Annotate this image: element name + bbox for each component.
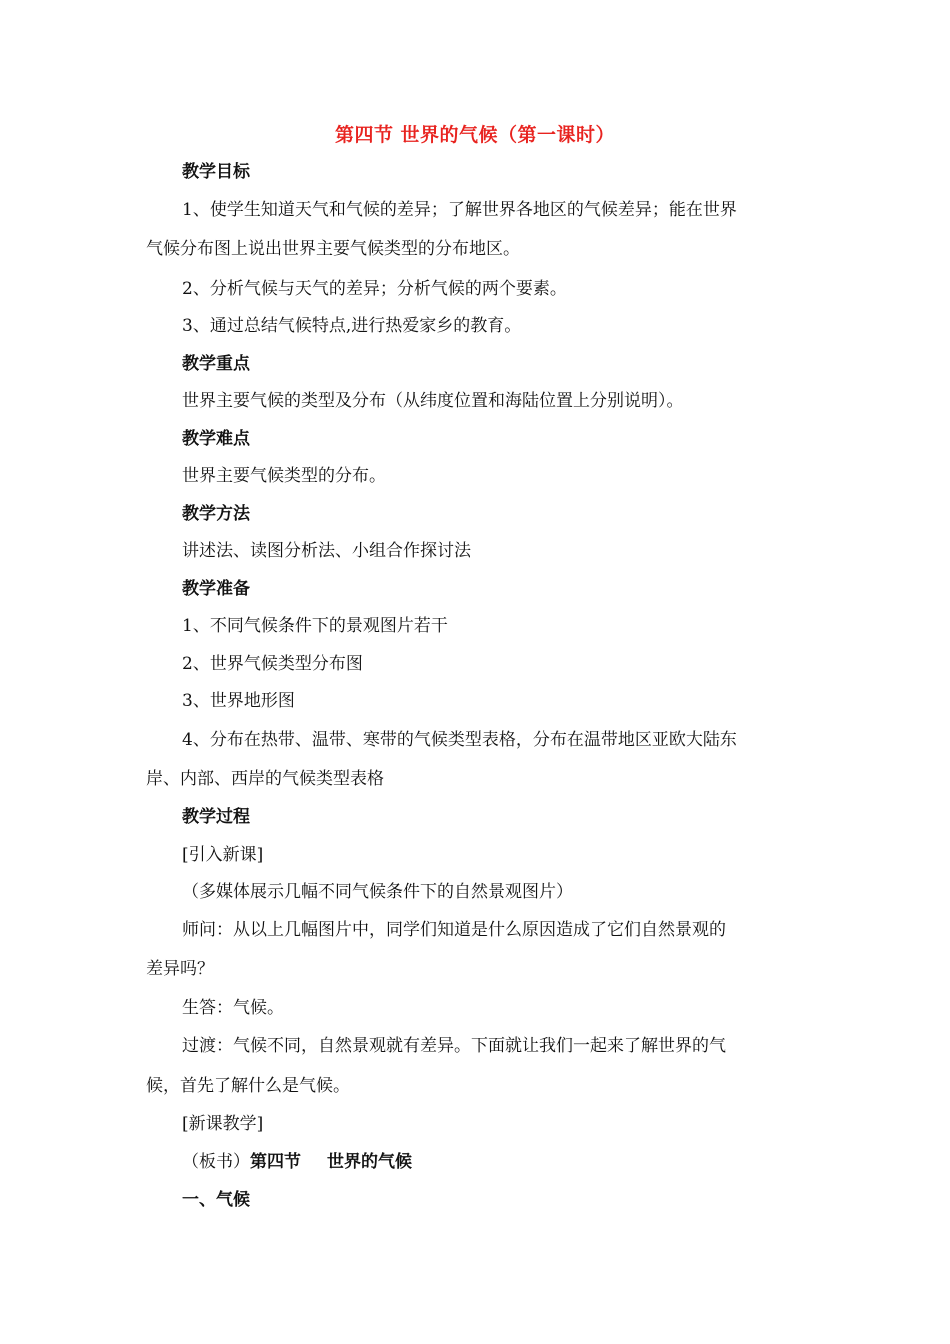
section-one-heading: 一、气候	[182, 1190, 250, 1210]
teacher-question-line-2: 差异吗？	[146, 959, 214, 979]
preparation-item-4-line-1: 4、分布在热带、温带、寒带的气候类型表格，分布在温带地区亚欧大陆东	[182, 730, 737, 750]
transition-line-2: 候，首先了解什么是气候。	[146, 1076, 350, 1096]
key-points-text: 世界主要气候的类型及分布（从纬度位置和海陆位置上分别说明）。	[182, 391, 684, 411]
heading-process: 教学过程	[182, 807, 250, 827]
student-answer: 生答：气候。	[182, 998, 284, 1018]
heading-preparation: 教学准备	[182, 579, 250, 599]
teacher-question-line-1: 师问：从以上几幅图片中，同学们知道是什么原因造成了它们自然景观的	[182, 920, 726, 940]
transition-line-1: 过渡：气候不同，自然景观就有差异。下面就让我们一起来了解世界的气	[182, 1036, 726, 1056]
objective-3: 3、通过总结气候特点,进行热爱家乡的教育。	[182, 316, 522, 336]
heading-objectives: 教学目标	[182, 162, 250, 182]
objective-2: 2、分析气候与天气的差异；分析气候的两个要素。	[182, 279, 567, 299]
new-lesson-label: [新课教学]	[182, 1114, 264, 1134]
objective-1-line-2: 气候分布图上说出世界主要气候类型的分布地区。	[146, 239, 520, 259]
preparation-item-2: 2、世界气候类型分布图	[182, 654, 363, 674]
intro-label: [引入新课]	[182, 845, 264, 865]
methods-text: 讲述法、读图分析法、小组合作探讨法	[182, 541, 471, 561]
document-title: 第四节 世界的气候（第一课时）	[334, 124, 616, 146]
heading-methods: 教学方法	[182, 504, 250, 524]
objective-1-line-1: 1、使学生知道天气和气候的差异；了解世界各地区的气候差异；能在世界	[182, 200, 737, 220]
preparation-item-4-line-2: 岸、内部、西岸的气候类型表格	[146, 769, 384, 789]
board-writing-line	[182, 1150, 852, 1174]
difficulties-text: 世界主要气候类型的分布。	[182, 466, 386, 486]
heading-key-points: 教学重点	[182, 354, 250, 374]
preparation-item-3: 3、世界地形图	[182, 691, 295, 711]
board-prefix: （板书）	[182, 1152, 250, 1172]
multimedia-note: （多媒体展示几幅不同气候条件下的自然景观图片）	[182, 882, 573, 902]
board-topic: 世界的气候	[327, 1152, 412, 1172]
heading-difficulties: 教学难点	[182, 429, 250, 449]
board-section: 第四节	[250, 1152, 301, 1172]
preparation-item-1: 1、不同气候条件下的景观图片若干	[182, 616, 448, 636]
